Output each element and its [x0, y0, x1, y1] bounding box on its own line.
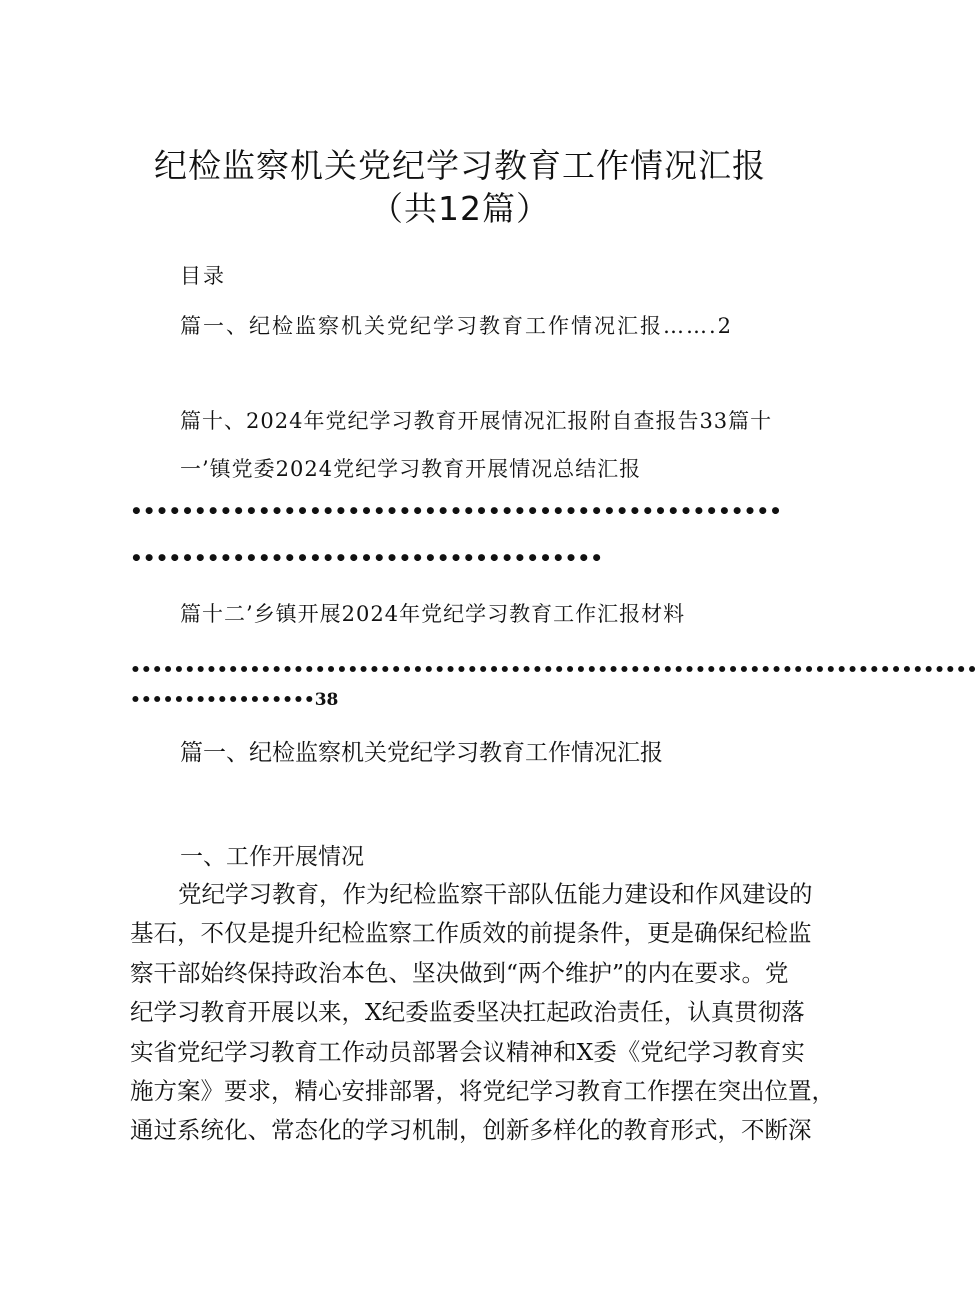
- body-line: 通过系统化、常态化的学习机制，创新多样化的教育形式，不断深: [130, 1116, 812, 1145]
- body-line: 察干部始终保持政治本色、坚决做到“两个维护”的内在要求。党: [130, 958, 789, 987]
- body-line: 实省党纪学习教育工作动员部署会议精神和X委《党纪学习教育实: [130, 1037, 805, 1066]
- body-line: 施方案》要求，精心安排部署，将党纪学习教育工作摆在突出位置，: [130, 1077, 835, 1106]
- toc-label: 目录: [180, 264, 226, 288]
- document-title: 纪检监察机关党纪学习教育工作情况汇报: [154, 146, 766, 185]
- section-heading: 篇一、纪检监察机关党纪学习教育工作情况汇报: [180, 740, 663, 766]
- toc-item-11: 一’镇党委2024党纪学习教育开展情况总结汇报: [180, 457, 642, 481]
- toc-leader-dots-page: •••••••••••••••••38: [130, 690, 339, 710]
- toc-leader-dots: ••••••••••••••••••••••••••••••••••••••••••••••••••••••••••••••••••••••••••••••: [130, 660, 978, 680]
- toc-item-12: 篇十二’乡镇开展2024年党纪学习教育工作汇报材料: [180, 602, 686, 626]
- toc-leader-dots: •••••••••••••••••••••••••••••••••••••••••••••••••••: [130, 499, 782, 523]
- subheading: 一、工作开展情况: [180, 844, 364, 870]
- toc-leader-dots: •••••••••••••••••••••••••••••••••••••: [130, 546, 603, 570]
- body-paragraph: [130, 875, 835, 1151]
- document-title-count: （共12篇）: [370, 189, 550, 228]
- body-line: 党纪学习教育，作为纪检监察干部队伍能力建设和作风建设的: [178, 880, 813, 908]
- toc-item-10: 篇十、2024年党纪学习教育开展情况汇报附自查报告33篇十: [180, 409, 773, 433]
- toc-item-1: 篇一、纪检监察机关党纪学习教育工作情况汇报…….2: [180, 314, 734, 338]
- body-line: 纪学习教育开展以来，X纪委监委坚决扛起政治责任，认真贯彻落: [130, 998, 805, 1027]
- body-line: 基石，不仅是提升纪检监察工作质效的前提条件，更是确保纪检监: [130, 919, 812, 948]
